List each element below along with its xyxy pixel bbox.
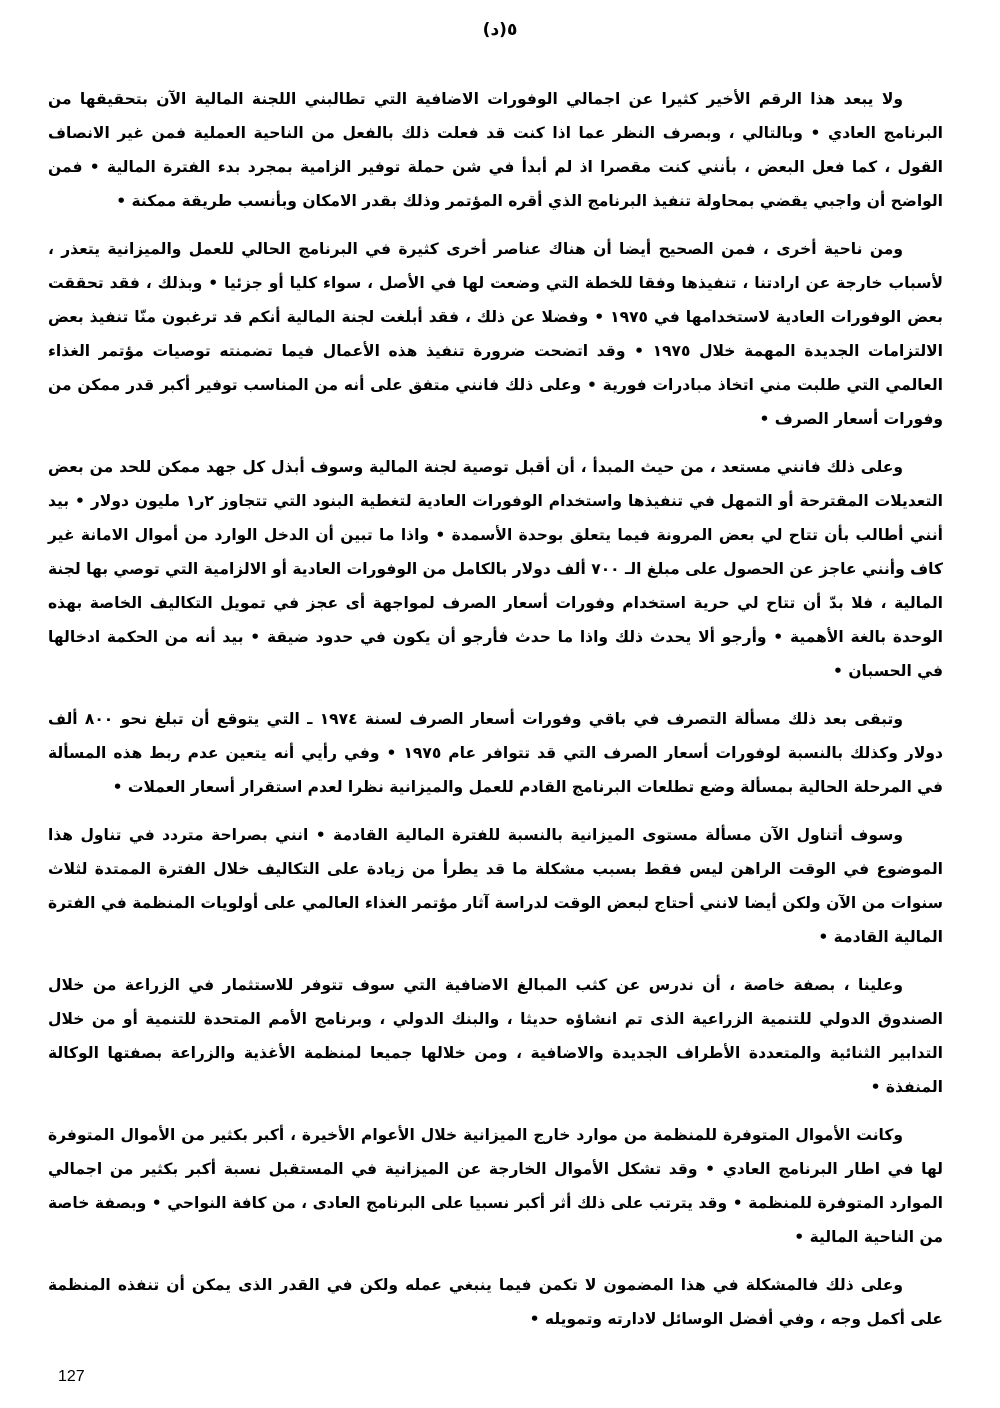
paragraph: ومن ناحية أخرى ، فمن الصحيح أيضا أن هناك عناصر أخرى كثيرة في البرنامج الحالي للعمل والميزانية يتعذر ، لأسباب خارجة عن ارادتنا ، تنفيذها وفقا للخطة التي وضعت لها في الأصل ، سواء كليا أو جزئيا • وبذلك ، فقد تحققت بعض الوفورات العادية لاستخدامها في ١٩٧٥ • وفضلا عن ذلك ، فقد أبلغت لجنة المالية أنكم قد ترغبون منّا تنفيذ بعض الالتزامات الجديدة المهمة خلال ١٩٧٥ • وقد اتضحت ضرورة تنفيذ هذه الأعمال فيما تضمنته توصيات مؤتمر الغذاء العالمي التي طلبت مني اتخاذ مبادرات فورية • وعلى ذلك فانني متفق على أنه من المناسب توفير أكبر قدر ممكن من وفورات أسعار الصرف • — [48, 240, 943, 428]
document-body — [48, 82, 943, 1336]
paragraph: وتبقى بعد ذلك مسألة التصرف في باقي وفورات أسعار الصرف لسنة ١٩٧٤ ـ التي يتوقع أن تبلغ نحو ٨٠٠ ألف دولار وكذلك بالنسبة لوفورات أسعار الصرف التي قد تتوافر عام ١٩٧٥ • وفي رأيي أنه يتعين عدم ربط هذه المسألة في المرحلة الحالية بمسألة وضع تطلعات البرنامج القادم للعمل والميزانية نظرا لعدم استقرار أسعار العملات • — [48, 710, 943, 796]
paragraph: وعلى ذلك فالمشكلة في هذا المضمون لا تكمن فيما ينبغي عمله ولكن في القدر الذى يمكن أن تنفذه المنظمة على أكمل وجه ، وفي أفضل الوسائل لادارته وتمويله • — [48, 1276, 943, 1328]
paragraph: ولا يبعد هذا الرقم الأخير كثيرا عن اجمالي الوفورات الاضافية التي تطالبني اللجنة المالية الآن بتحقيقها من البرنامج العادي • وبالتالي ، وبصرف النظر عما اذا كنت قد فعلت ذلك بالفعل من الناحية العملية فمن غير الانصاف القول ، كما فعل البعض ، بأنني كنت مقصرا اذ لم أبدأ في شن حملة توفير الزامية بمجرد بدء الفترة المالية • فمن الواضح أن واجبي يقضي بمحاولة تنفيذ البرنامج الذي أقره المؤتمر وذلك بقدر الامكان وبأنسب طريقة ممكنة • — [48, 90, 943, 210]
paragraph: وعلى ذلك فانني مستعد ، من حيث المبدأ ، أن أقبل توصية لجنة المالية وسوف أبذل كل جهد ممكن للحد من بعض التعديلات المقترحة أو التمهل في تنفيذها واستخدام الوفورات العادية لتغطية البنود التي تتجاوز ٢ر١ مليون دولار • بيد أنني أطالب بأن تتاح لي بعض المرونة فيما يتعلق بوحدة الأسمدة • واذا ما تبين أن الدخل الوارد من أموال الامانة غير كاف وأنني عاجز عن الحصول على مبلغ الـ ٧٠٠ ألف دولار بالكامل من الوفورات العادية أو الالزامية التي توصي بها لجنة المالية ، فلا بدّ أن تتاح لي حرية استخدام وفورات أسعار الصرف لمواجهة أى عجز في تمويل التكاليف الخاصة بهذه الوحدة بالغة الأهمية • وأرجو ألا يحدث ذلك واذا ما حدث فأرجو أن يكون في حدود ضيقة • بيد أنه من الحكمة ادخالها في الحسبان • — [48, 458, 943, 680]
page-number: 127 — [58, 1368, 85, 1385]
paragraph: وسوف أتناول الآن مسألة مستوى الميزانية بالنسبة للفترة المالية القادمة • انني بصراحة متردد في تناول هذا الموضوع في الوقت الراهن ليس فقط بسبب مشكلة ما قد يطرأ من زيادة على التكاليف خلال الفترة الممتدة لثلاث سنوات من الآن ولكن أيضا لانني أحتاج لبعض الوقت لدراسة آثار مؤتمر الغذاء العالمي على أولويات المنظمة في الفترة المالية القادمة • — [48, 826, 943, 946]
paragraph: وعلينا ، بصفة خاصة ، أن ندرس عن كثب المبالغ الاضافية التي سوف تتوفر للاستثمار في الزراعة من خلال الصندوق الدولي للتنمية الزراعية الذى تم انشاؤه حديثا ، والبنك الدولي ، وبرنامج الأمم المتحدة للتنمية أو من خلال التدابير الثنائية والمتعددة الأطراف الجديدة والاضافية ، ومن خلالها جميعا لمنظمة الأغذية والزراعة بصفتها الوكالة المنفذة • — [48, 976, 943, 1096]
paragraph: وكانت الأموال المتوفرة للمنظمة من موارد خارج الميزانية خلال الأعوام الأخيرة ، أكبر بكثير من الأموال المتوفرة لها في اطار البرنامج العادي • وقد تشكل الأموال الخارجة عن الميزانية في المستقبل نسبة أكبر بكثير من اجمالي الموارد المتوفرة للمنظمة • وقد يترتب على ذلك أثر أكبر نسبيا على البرنامج العادى ، من كافة النواحي • وبصفة خاصة من الناحية المالية • — [48, 1126, 943, 1246]
page-header-label: ٥(د) — [482, 20, 518, 40]
